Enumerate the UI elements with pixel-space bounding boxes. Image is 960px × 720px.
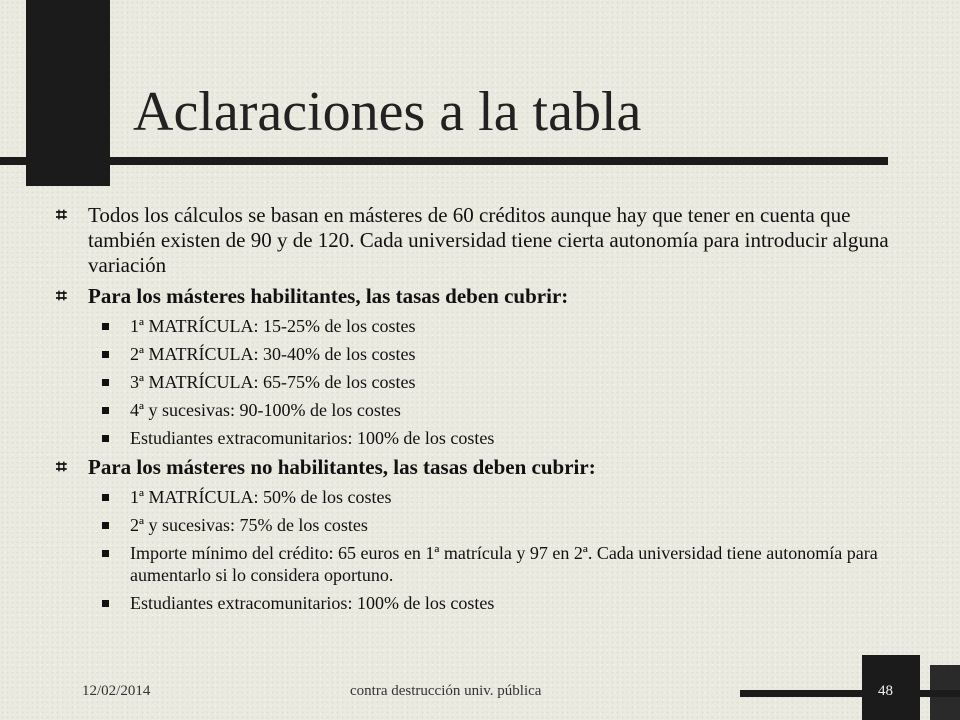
bullet-level2	[56, 592, 916, 614]
section-habilitantes	[56, 284, 916, 449]
square-bullet-icon	[102, 379, 109, 386]
hash-bullet-icon: ⌗	[56, 457, 67, 478]
bullet-text: Para los másteres no habilitantes, las tasas deben cubrir:	[88, 455, 596, 479]
bullet-level2	[56, 399, 916, 421]
square-bullet-icon	[102, 600, 109, 607]
section-no-habilitantes	[56, 455, 916, 614]
bullet-text: 1ª MATRÍCULA: 50% de los costes	[130, 487, 392, 507]
square-bullet-icon	[102, 550, 109, 557]
section-general	[56, 203, 916, 278]
bullet-text: 2ª MATRÍCULA: 30-40% de los costes	[130, 344, 416, 364]
footer-date: 12/02/2014	[82, 683, 151, 699]
bullet-text: Estudiantes extracomunitarios: 100% de los costes	[130, 593, 495, 613]
bullet-text: Importe mínimo del crédito: 65 euros en 1ª matrícula y 97 en 2ª. Cada universidad tiene autonomía para aumentarlo si lo considera oportuno.	[130, 543, 878, 585]
square-bullet-icon	[102, 407, 109, 414]
bullet-text: Para los másteres habilitantes, las tasas deben cubrir:	[88, 284, 569, 308]
footer-caption: contra destrucción univ. pública	[350, 683, 542, 699]
footer-rule	[740, 690, 960, 697]
bullet-level2	[56, 315, 916, 337]
square-bullet-icon	[102, 435, 109, 442]
page-number: 48	[878, 683, 893, 699]
bullet-level2	[56, 371, 916, 393]
bullet-level2	[56, 486, 916, 508]
bullet-level2	[56, 343, 916, 365]
title-underline-bar	[0, 157, 888, 165]
hash-bullet-icon: ⌗	[56, 286, 67, 307]
hash-bullet-icon: ⌗	[56, 205, 67, 226]
slide-title: Aclaraciones a la tabla	[133, 81, 642, 143]
bullet-level1	[56, 284, 916, 309]
bullet-text: 2ª y sucesivas: 75% de los costes	[130, 515, 368, 535]
square-bullet-icon	[102, 522, 109, 529]
square-bullet-icon	[102, 323, 109, 330]
bullet-text: 1ª MATRÍCULA: 15-25% de los costes	[130, 316, 416, 336]
bullet-level1	[56, 455, 916, 480]
bullet-level2	[56, 542, 916, 586]
bullet-text: Todos los cálculos se basan en másteres de 60 créditos aunque hay que tener en cuenta que también existen de 90 y de 120. Cada universidad tiene cierta autonomía para introducir alguna variación	[88, 203, 889, 277]
bullet-level2	[56, 427, 916, 449]
bullet-level1	[56, 203, 916, 278]
slide-content	[56, 203, 916, 620]
bullet-text: 3ª MATRÍCULA: 65-75% de los costes	[130, 372, 416, 392]
bullet-text: 4ª y sucesivas: 90-100% de los costes	[130, 400, 401, 420]
square-bullet-icon	[102, 494, 109, 501]
square-bullet-icon	[102, 351, 109, 358]
bullet-level2	[56, 514, 916, 536]
bullet-text: Estudiantes extracomunitarios: 100% de los costes	[130, 428, 495, 448]
